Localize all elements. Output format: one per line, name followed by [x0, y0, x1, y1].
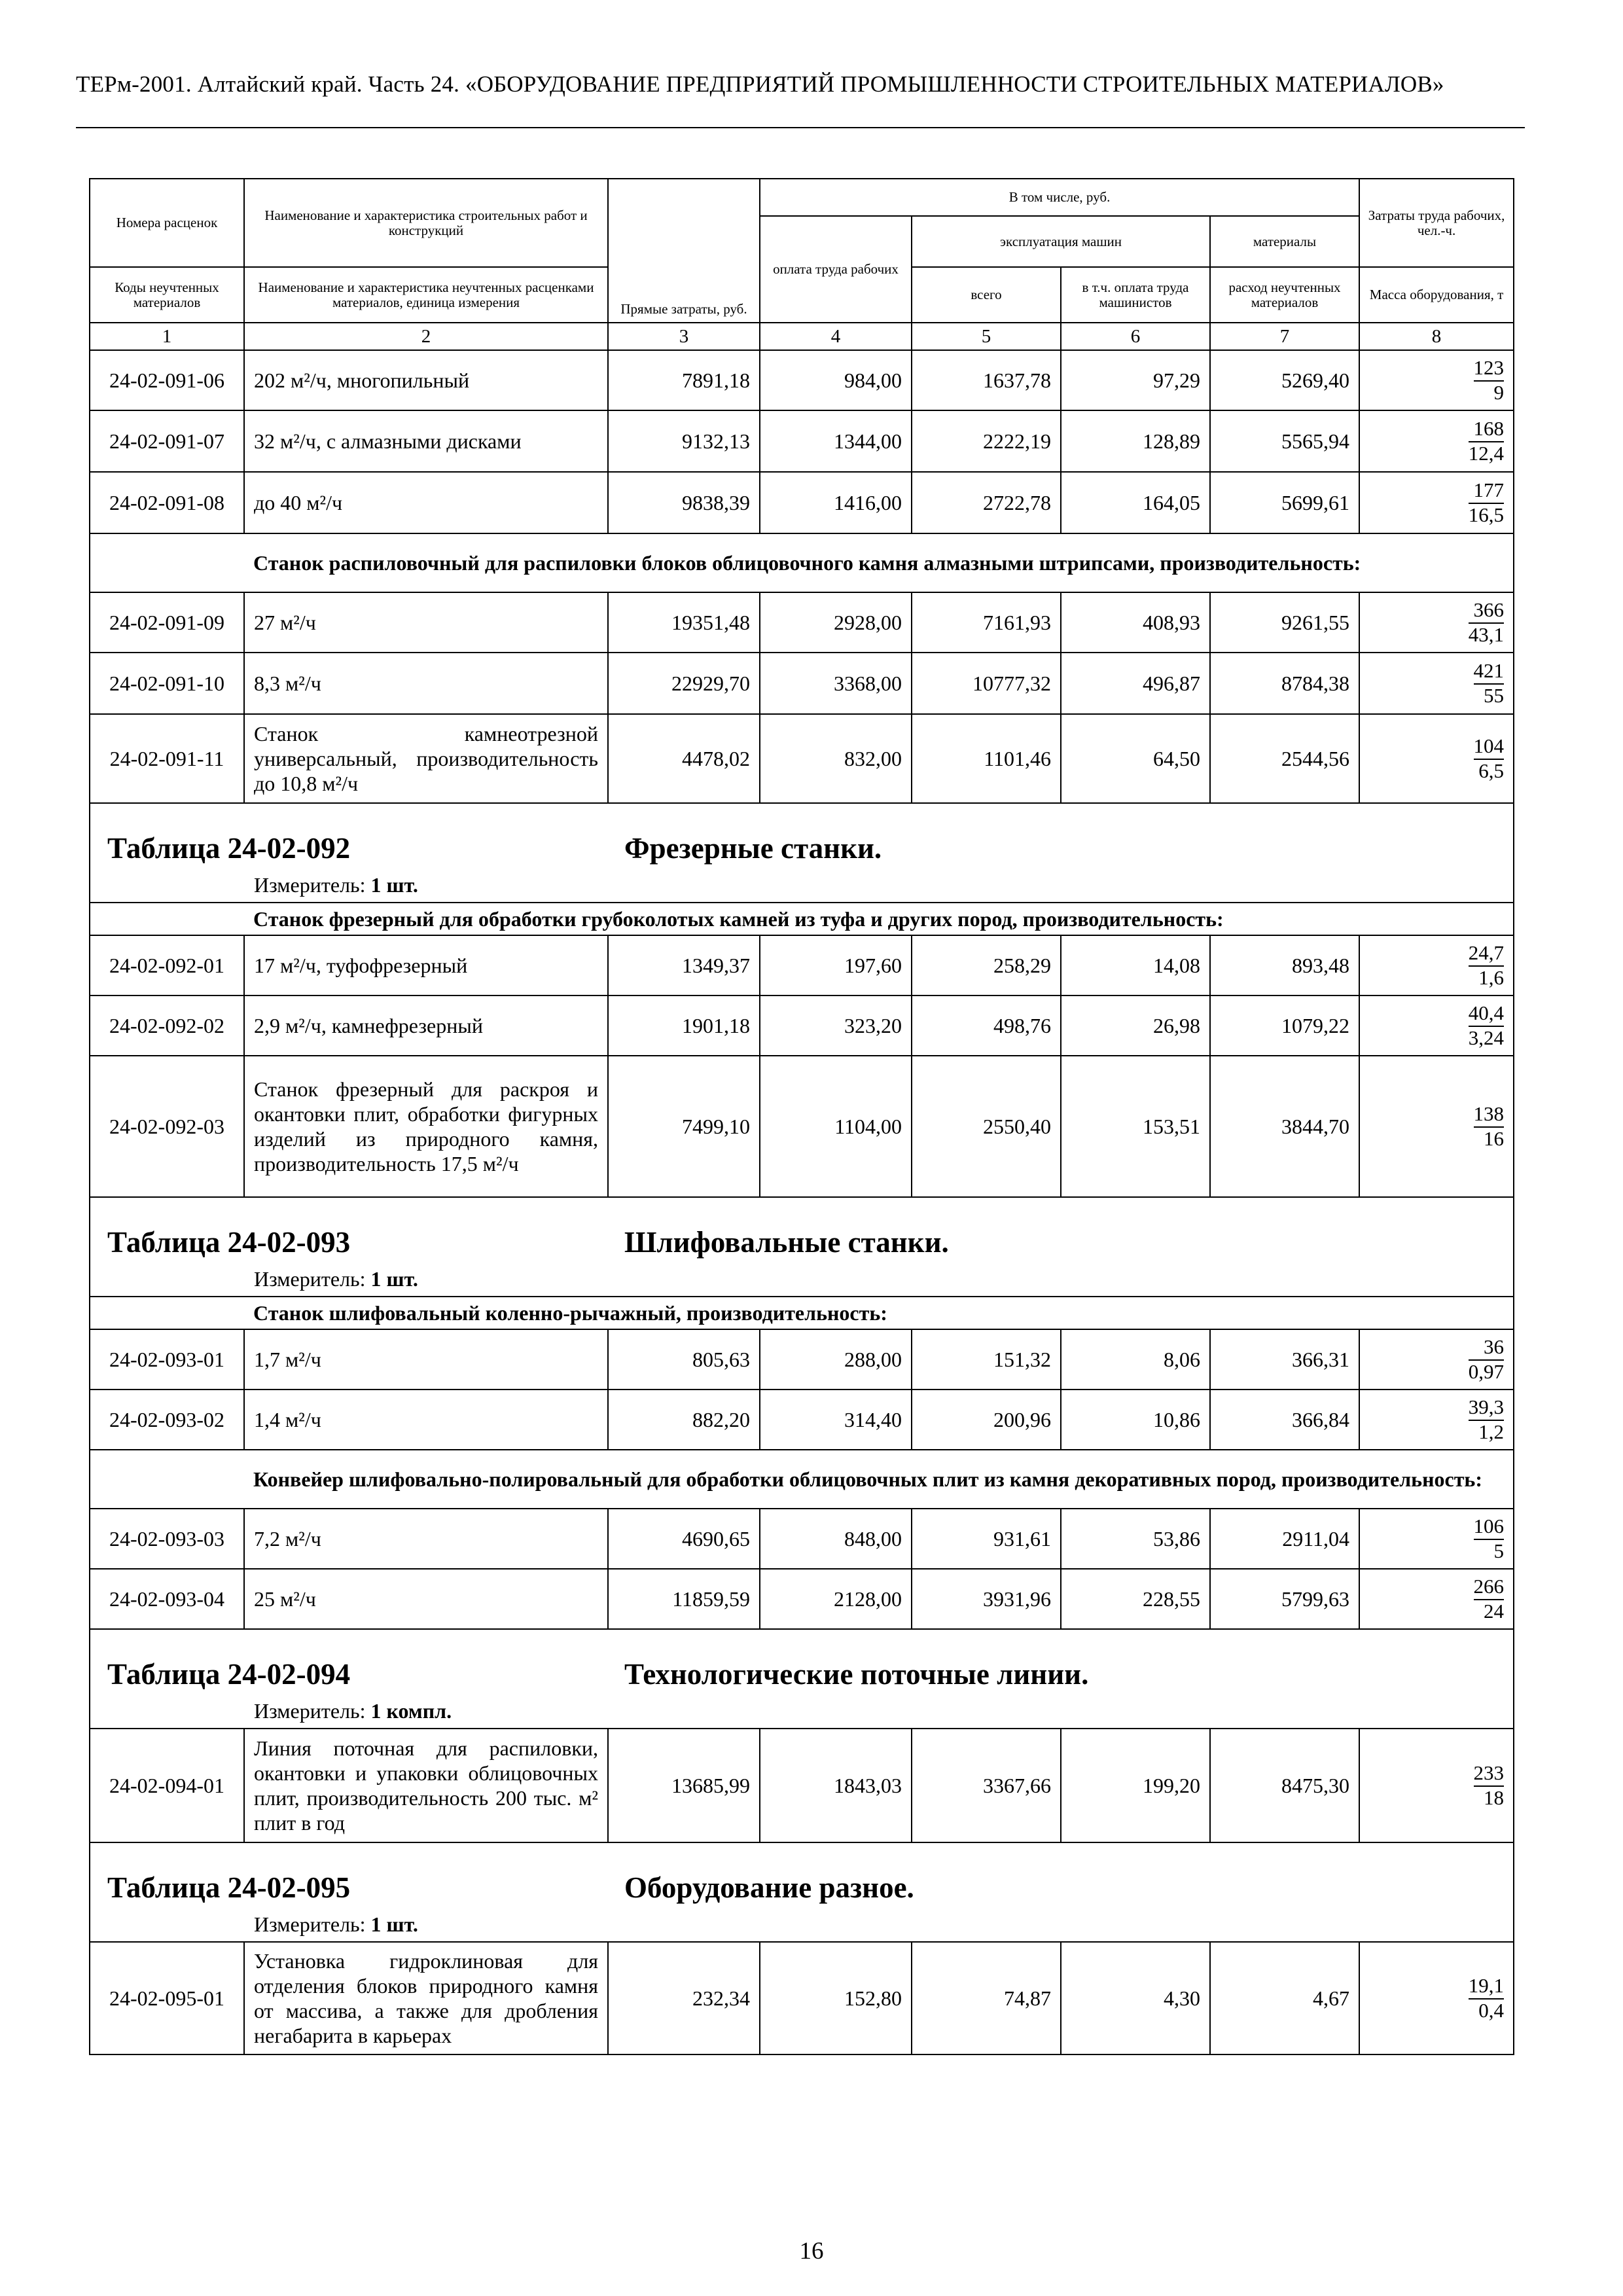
machine-cost: 10777,32	[912, 653, 1061, 714]
materials-cost: 5799,63	[1210, 1569, 1359, 1629]
header-rule	[76, 127, 1525, 128]
header-cell-machines: эксплуатация машин	[912, 216, 1210, 267]
direct-cost: 19351,48	[608, 592, 760, 653]
rate-code: 24-02-093-01	[90, 1329, 244, 1390]
machine-labor-cost: 8,06	[1061, 1329, 1210, 1390]
labor-cost: 197,60	[760, 935, 912, 996]
table-row	[90, 592, 1514, 653]
labor-hours-mass-cell	[1359, 1729, 1514, 1842]
group-heading: Конвейер шлифовально-полировальный для обработки облицовочных плит из камня декоративных пород, производительность:	[244, 1450, 1514, 1509]
machine-labor-cost: 199,20	[1061, 1729, 1210, 1842]
header-cell-material-names: Наименование и характеристика неучтенных расценками материалов, единица измерения	[244, 267, 608, 323]
group-heading: Станок шлифовальный коленно-рычажный, производительность:	[244, 1297, 1514, 1329]
labor-hours-mass-cell	[1359, 653, 1514, 714]
materials-cost: 5269,40	[1210, 350, 1359, 410]
labor-hours: 138	[1474, 1103, 1505, 1128]
direct-cost: 13685,99	[608, 1729, 760, 1842]
table-row	[90, 714, 1514, 803]
table-row	[90, 410, 1514, 472]
header-cell-incl: В том числе, руб.	[760, 179, 1359, 216]
header-cell-labor-hours: Затраты труда рабочих, чел.-ч.	[1359, 179, 1514, 267]
rate-code: 24-02-093-04	[90, 1569, 244, 1629]
machine-labor-cost: 97,29	[1061, 350, 1210, 410]
table-row	[90, 935, 1514, 996]
column-number: 6	[1061, 323, 1210, 350]
materials-cost: 5565,94	[1210, 410, 1359, 472]
work-name: Станок фрезерный для раскроя и окантовки плит, обработки фигурных изделий из природного камня, производительность 17,5 м²/ч	[244, 1056, 608, 1197]
unit-of-measure	[254, 1267, 418, 1291]
machine-cost: 498,76	[912, 996, 1061, 1056]
machine-labor-cost: 10,86	[1061, 1390, 1210, 1450]
rates-table	[89, 178, 1514, 2055]
labor-hours-mass-cell	[1359, 350, 1514, 410]
table-title: Технологические поточные линии.	[624, 1658, 1089, 1691]
work-name: 32 м²/ч, с алмазными дисками	[244, 410, 608, 472]
labor-hours: 233	[1474, 1762, 1505, 1787]
equipment-mass: 55	[1484, 683, 1505, 707]
table-section-header	[90, 1842, 1514, 1942]
labor-hours: 266	[1474, 1575, 1505, 1600]
table-row	[90, 350, 1514, 410]
labor-hours: 40,4	[1469, 1002, 1504, 1027]
work-name: 7,2 м²/ч	[244, 1509, 608, 1569]
table-title: Оборудование разное.	[624, 1871, 914, 1904]
table-row	[90, 1509, 1514, 1569]
labor-hours-mass-cell	[1359, 1390, 1514, 1450]
header-cell-mach-labor: в т.ч. оплата труда машинистов	[1061, 267, 1210, 323]
unit-of-measure	[254, 1699, 452, 1723]
labor-cost: 3368,00	[760, 653, 912, 714]
labor-hours-mass-cell	[1359, 410, 1514, 472]
labor-hours-mass-cell	[1359, 472, 1514, 533]
header-cell-codes: Номера расценок	[90, 179, 244, 267]
running-title: ТЕРм-2001. Алтайский край. Часть 24. «ОБОРУДОВАНИЕ ПРЕДПРИЯТИЙ ПРОМЫШЛЕННОСТИ СТРОИТЕЛЬНЫХ МАТЕРИАЛОВ»	[76, 71, 1444, 97]
labor-hours-mass-cell	[1359, 996, 1514, 1056]
rate-code: 24-02-094-01	[90, 1729, 244, 1842]
machine-cost: 151,32	[912, 1329, 1061, 1390]
column-number: 5	[912, 323, 1061, 350]
column-number: 7	[1210, 323, 1359, 350]
machine-labor-cost: 4,30	[1061, 1942, 1210, 2054]
equipment-mass: 18	[1484, 1785, 1505, 1809]
labor-hours-mass-cell	[1359, 714, 1514, 803]
labor-hours: 36	[1469, 1336, 1504, 1361]
materials-cost: 8784,38	[1210, 653, 1359, 714]
rate-code: 24-02-091-09	[90, 592, 244, 653]
unit-value: 1 компл.	[370, 1699, 452, 1723]
rate-code: 24-02-092-01	[90, 935, 244, 996]
unit-of-measure	[254, 873, 418, 897]
work-name: 1,4 м²/ч	[244, 1390, 608, 1450]
machine-labor-cost: 26,98	[1061, 996, 1210, 1056]
table-title: Шлифовальные станки.	[624, 1226, 949, 1259]
rate-code: 24-02-093-02	[90, 1390, 244, 1450]
page-number: 16	[799, 2238, 824, 2265]
machine-cost: 2550,40	[912, 1056, 1061, 1197]
table-number: Таблица 24-02-094	[107, 1658, 351, 1691]
labor-hours: 366	[1469, 599, 1504, 624]
equipment-mass: 0,4	[1478, 1998, 1505, 2022]
labor-hours: 39,3	[1469, 1396, 1504, 1421]
labor-hours-mass-cell	[1359, 1569, 1514, 1629]
machine-cost: 74,87	[912, 1942, 1061, 2054]
equipment-mass: 0,97	[1468, 1359, 1505, 1383]
rate-code: 24-02-093-03	[90, 1509, 244, 1569]
rate-code: 24-02-092-03	[90, 1056, 244, 1197]
materials-cost: 3844,70	[1210, 1056, 1359, 1197]
table-number: Таблица 24-02-092	[107, 832, 351, 865]
machine-cost: 3931,96	[912, 1569, 1061, 1629]
table-row	[90, 472, 1514, 533]
direct-cost: 9132,13	[608, 410, 760, 472]
unit-label: Измеритель:	[254, 873, 366, 897]
rate-code: 24-02-091-11	[90, 714, 244, 803]
materials-cost: 1079,22	[1210, 996, 1359, 1056]
direct-cost: 882,20	[608, 1390, 760, 1450]
labor-hours-mass-cell	[1359, 1056, 1514, 1197]
group-row	[90, 1450, 1514, 1509]
equipment-mass: 6,5	[1478, 759, 1505, 782]
direct-cost: 232,34	[608, 1942, 760, 2054]
machine-labor-cost: 153,51	[1061, 1056, 1210, 1197]
labor-cost: 2128,00	[760, 1569, 912, 1629]
column-number: 8	[1359, 323, 1514, 350]
table-section-header	[90, 1629, 1514, 1729]
table-number: Таблица 24-02-093	[107, 1226, 351, 1259]
direct-cost: 4690,65	[608, 1509, 760, 1569]
labor-hours: 123	[1474, 357, 1505, 382]
group-row	[90, 533, 1514, 592]
unit-value: 1 шт.	[370, 1267, 418, 1291]
labor-cost: 314,40	[760, 1390, 912, 1450]
equipment-mass: 16,5	[1468, 503, 1505, 526]
rate-code: 24-02-091-06	[90, 350, 244, 410]
labor-hours: 421	[1474, 660, 1505, 685]
equipment-mass: 12,4	[1468, 441, 1505, 465]
work-name: 8,3 м²/ч	[244, 653, 608, 714]
unit-label: Измеритель:	[254, 1912, 366, 1936]
group-heading: Станок фрезерный для обработки грубоколотых камней из туфа и других пород, производительность:	[244, 903, 1514, 935]
machine-labor-cost: 64,50	[1061, 714, 1210, 803]
machine-cost: 7161,93	[912, 592, 1061, 653]
direct-cost: 11859,59	[608, 1569, 760, 1629]
header-cell-mach-total: всего	[912, 267, 1061, 323]
materials-cost: 5699,61	[1210, 472, 1359, 533]
direct-cost: 22929,70	[608, 653, 760, 714]
work-name: Станок камнеотрезной универсальный, производительность до 10,8 м²/ч	[244, 714, 608, 803]
machine-cost: 2722,78	[912, 472, 1061, 533]
direct-cost: 1901,18	[608, 996, 760, 1056]
equipment-mass: 9	[1493, 380, 1505, 404]
direct-cost: 7891,18	[608, 350, 760, 410]
column-number: 4	[760, 323, 912, 350]
materials-cost: 4,67	[1210, 1942, 1359, 2054]
machine-labor-cost: 496,87	[1061, 653, 1210, 714]
table-row	[90, 1942, 1514, 2054]
group-row	[90, 1297, 1514, 1329]
labor-cost: 832,00	[760, 714, 912, 803]
labor-hours: 106	[1474, 1515, 1505, 1540]
table-row	[90, 996, 1514, 1056]
labor-cost: 152,80	[760, 1942, 912, 2054]
rate-code: 24-02-091-08	[90, 472, 244, 533]
work-name: 2,9 м²/ч, камнефрезерный	[244, 996, 608, 1056]
work-name: 25 м²/ч	[244, 1569, 608, 1629]
group-heading: Станок распиловочный для распиловки блоков облицовочного камня алмазными штрипсами, производительность:	[244, 533, 1514, 592]
table-row	[90, 1569, 1514, 1629]
materials-cost: 366,31	[1210, 1329, 1359, 1390]
labor-hours-mass-cell	[1359, 1509, 1514, 1569]
equipment-mass: 1,6	[1478, 965, 1505, 989]
direct-cost: 4478,02	[608, 714, 760, 803]
machine-cost: 1637,78	[912, 350, 1061, 410]
direct-cost: 9838,39	[608, 472, 760, 533]
machine-labor-cost: 128,89	[1061, 410, 1210, 472]
labor-cost: 1344,00	[760, 410, 912, 472]
table-row	[90, 1390, 1514, 1450]
materials-cost: 366,84	[1210, 1390, 1359, 1450]
unit-label: Измеритель:	[254, 1699, 366, 1723]
machine-labor-cost: 408,93	[1061, 592, 1210, 653]
rate-code: 24-02-092-02	[90, 996, 244, 1056]
equipment-mass: 16	[1484, 1126, 1505, 1150]
equipment-mass: 1,2	[1478, 1420, 1505, 1443]
labor-hours: 177	[1469, 479, 1504, 504]
rate-code: 24-02-095-01	[90, 1942, 244, 2054]
header-cell-materials: материалы	[1210, 216, 1359, 267]
column-number: 2	[244, 323, 608, 350]
equipment-mass: 3,24	[1468, 1026, 1505, 1049]
equipment-mass: 24	[1484, 1599, 1505, 1623]
labor-cost: 848,00	[760, 1509, 912, 1569]
machine-labor-cost: 14,08	[1061, 935, 1210, 996]
work-name: Линия поточная для распиловки, окантовки и упаковки облицовочных плит, производительность 200 тыс. м² плит в год	[244, 1729, 608, 1842]
table-section-header	[90, 803, 1514, 903]
table-title: Фрезерные станки.	[624, 832, 882, 865]
machine-labor-cost: 228,55	[1061, 1569, 1210, 1629]
column-number: 1	[90, 323, 244, 350]
unit-value: 1 шт.	[370, 1912, 418, 1936]
table-row	[90, 1729, 1514, 1842]
labor-cost: 1843,03	[760, 1729, 912, 1842]
machine-cost: 2222,19	[912, 410, 1061, 472]
equipment-mass: 5	[1493, 1539, 1505, 1562]
labor-hours: 24,7	[1469, 942, 1504, 967]
materials-cost: 2911,04	[1210, 1509, 1359, 1569]
labor-cost: 2928,00	[760, 592, 912, 653]
rate-code: 24-02-091-07	[90, 410, 244, 472]
materials-cost: 893,48	[1210, 935, 1359, 996]
header-cell-direct: Прямые затраты, руб.	[608, 179, 760, 323]
labor-hours-mass-cell	[1359, 592, 1514, 653]
work-name: Установка гидроклиновая для отделения блоков природного камня от массива, а также для дробления негабарита в карьерах	[244, 1942, 608, 2054]
labor-cost: 984,00	[760, 350, 912, 410]
labor-cost: 1104,00	[760, 1056, 912, 1197]
machine-cost: 931,61	[912, 1509, 1061, 1569]
machine-labor-cost: 53,86	[1061, 1509, 1210, 1569]
materials-cost: 8475,30	[1210, 1729, 1359, 1842]
unit-label: Измеритель:	[254, 1267, 366, 1291]
machine-cost: 200,96	[912, 1390, 1061, 1450]
direct-cost: 1349,37	[608, 935, 760, 996]
labor-hours: 168	[1469, 418, 1504, 442]
table-row	[90, 1056, 1514, 1197]
labor-hours: 104	[1474, 735, 1505, 760]
work-name: 27 м²/ч	[244, 592, 608, 653]
column-number: 3	[608, 323, 760, 350]
direct-cost: 805,63	[608, 1329, 760, 1390]
direct-cost: 7499,10	[608, 1056, 760, 1197]
group-row	[90, 903, 1514, 935]
labor-hours: 19,1	[1469, 1975, 1504, 2000]
header-cell-labor: оплата труда рабочих	[760, 216, 912, 323]
column-number-row	[90, 323, 1514, 350]
work-name: 202 м²/ч, многопильный	[244, 350, 608, 410]
work-name: 17 м²/ч, туфофрезерный	[244, 935, 608, 996]
materials-cost: 9261,55	[1210, 592, 1359, 653]
labor-hours-mass-cell	[1359, 1942, 1514, 2054]
unit-value: 1 шт.	[370, 873, 418, 897]
table-number: Таблица 24-02-095	[107, 1871, 351, 1904]
table-row	[90, 1329, 1514, 1390]
machine-cost: 3367,66	[912, 1729, 1061, 1842]
labor-cost: 1416,00	[760, 472, 912, 533]
machine-labor-cost: 164,05	[1061, 472, 1210, 533]
equipment-mass: 43,1	[1468, 622, 1505, 646]
labor-cost: 288,00	[760, 1329, 912, 1390]
table-section-header	[90, 1197, 1514, 1297]
header-cell-name: Наименование и характеристика строительных работ и конструкций	[244, 179, 608, 267]
machine-cost: 1101,46	[912, 714, 1061, 803]
header-cell-material-codes: Коды неучтенных материалов	[90, 267, 244, 323]
work-name: до 40 м²/ч	[244, 472, 608, 533]
unit-of-measure	[254, 1912, 418, 1937]
table-row	[90, 653, 1514, 714]
machine-cost: 258,29	[912, 935, 1061, 996]
header-cell-mat-usage: расход неучтенных материалов	[1210, 267, 1359, 323]
materials-cost: 2544,56	[1210, 714, 1359, 803]
labor-cost: 323,20	[760, 996, 912, 1056]
work-name: 1,7 м²/ч	[244, 1329, 608, 1390]
labor-hours-mass-cell	[1359, 935, 1514, 996]
labor-hours-mass-cell	[1359, 1329, 1514, 1390]
rate-code: 24-02-091-10	[90, 653, 244, 714]
header-cell-mass: Масса оборудования, т	[1359, 267, 1514, 323]
